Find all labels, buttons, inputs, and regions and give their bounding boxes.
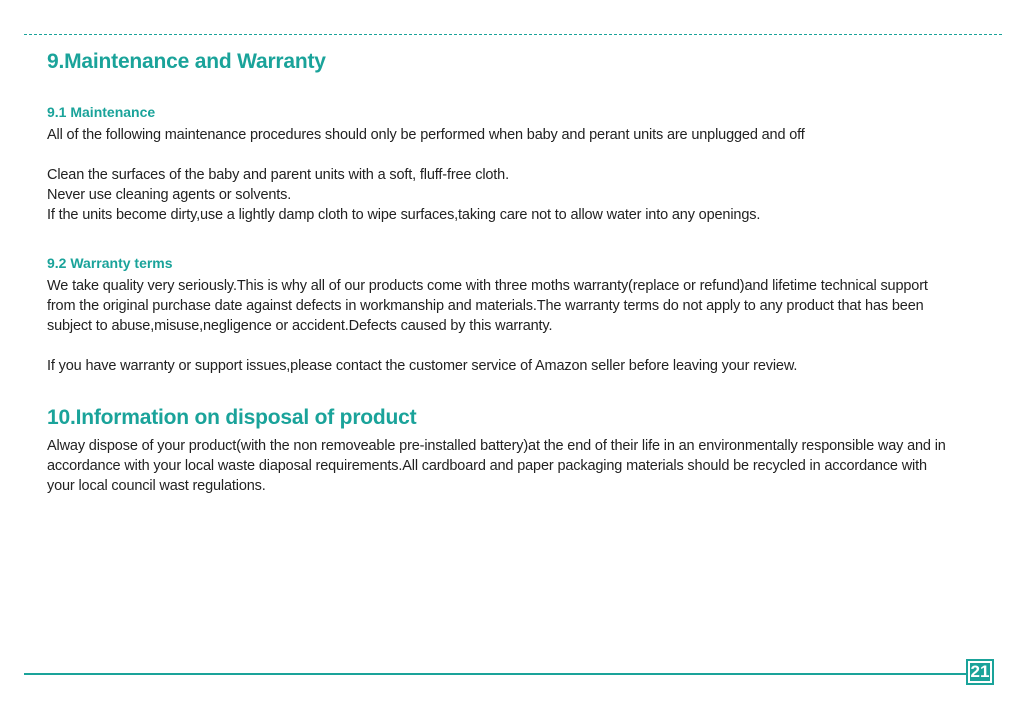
- disposal-paragraph: Alway dispose of your product(with the non removeable pre-installed battery)at the end of their life in an environmentally responsible way and in accordance with your local waste diaposal requirements.All cardboard and paper packaging materials should be recycled in accordance with your local council wast regulations.: [47, 438, 946, 494]
- bottom-divider: [24, 673, 966, 675]
- warranty-paragraph-2: If you have warranty or support issues,please contact the customer service of Amazon seller before leaving your review.: [47, 358, 798, 374]
- maintenance-line-2: Never use cleaning agents or solvents.: [47, 187, 292, 203]
- page-content: [47, 48, 947, 496]
- page-number: 21: [970, 662, 990, 681]
- warranty-heading: 9.2 Warranty terms: [47, 255, 173, 271]
- warranty-paragraph-1: We take quality very seriously.This is why all of our products come with three moths warranty(replace or refund)and lifetime technical support from the original purchase date against defects in workmanship and materials.The warranty terms do not apply to any product that has been subject to abuse,misuse,negligence or accident.Defects caused by this warranty.: [47, 278, 928, 334]
- section-10-title: 10.Information on disposal of product: [47, 406, 417, 429]
- maintenance-line-3: If the units become dirty,use a lightly damp cloth to wipe surfaces,taking care not to allow water into any openings.: [47, 207, 761, 223]
- maintenance-heading: 9.1 Maintenance: [47, 104, 156, 120]
- top-dashed-divider: [24, 34, 1002, 35]
- maintenance-line-1: Clean the surfaces of the baby and parent units with a soft, fluff-free cloth.: [47, 167, 509, 183]
- section-9-title: 9.Maintenance and Warranty: [47, 50, 326, 73]
- page-number-badge: [966, 659, 994, 685]
- maintenance-intro: All of the following maintenance procedures should only be performed when baby and perant units are unplugged and off: [47, 127, 805, 143]
